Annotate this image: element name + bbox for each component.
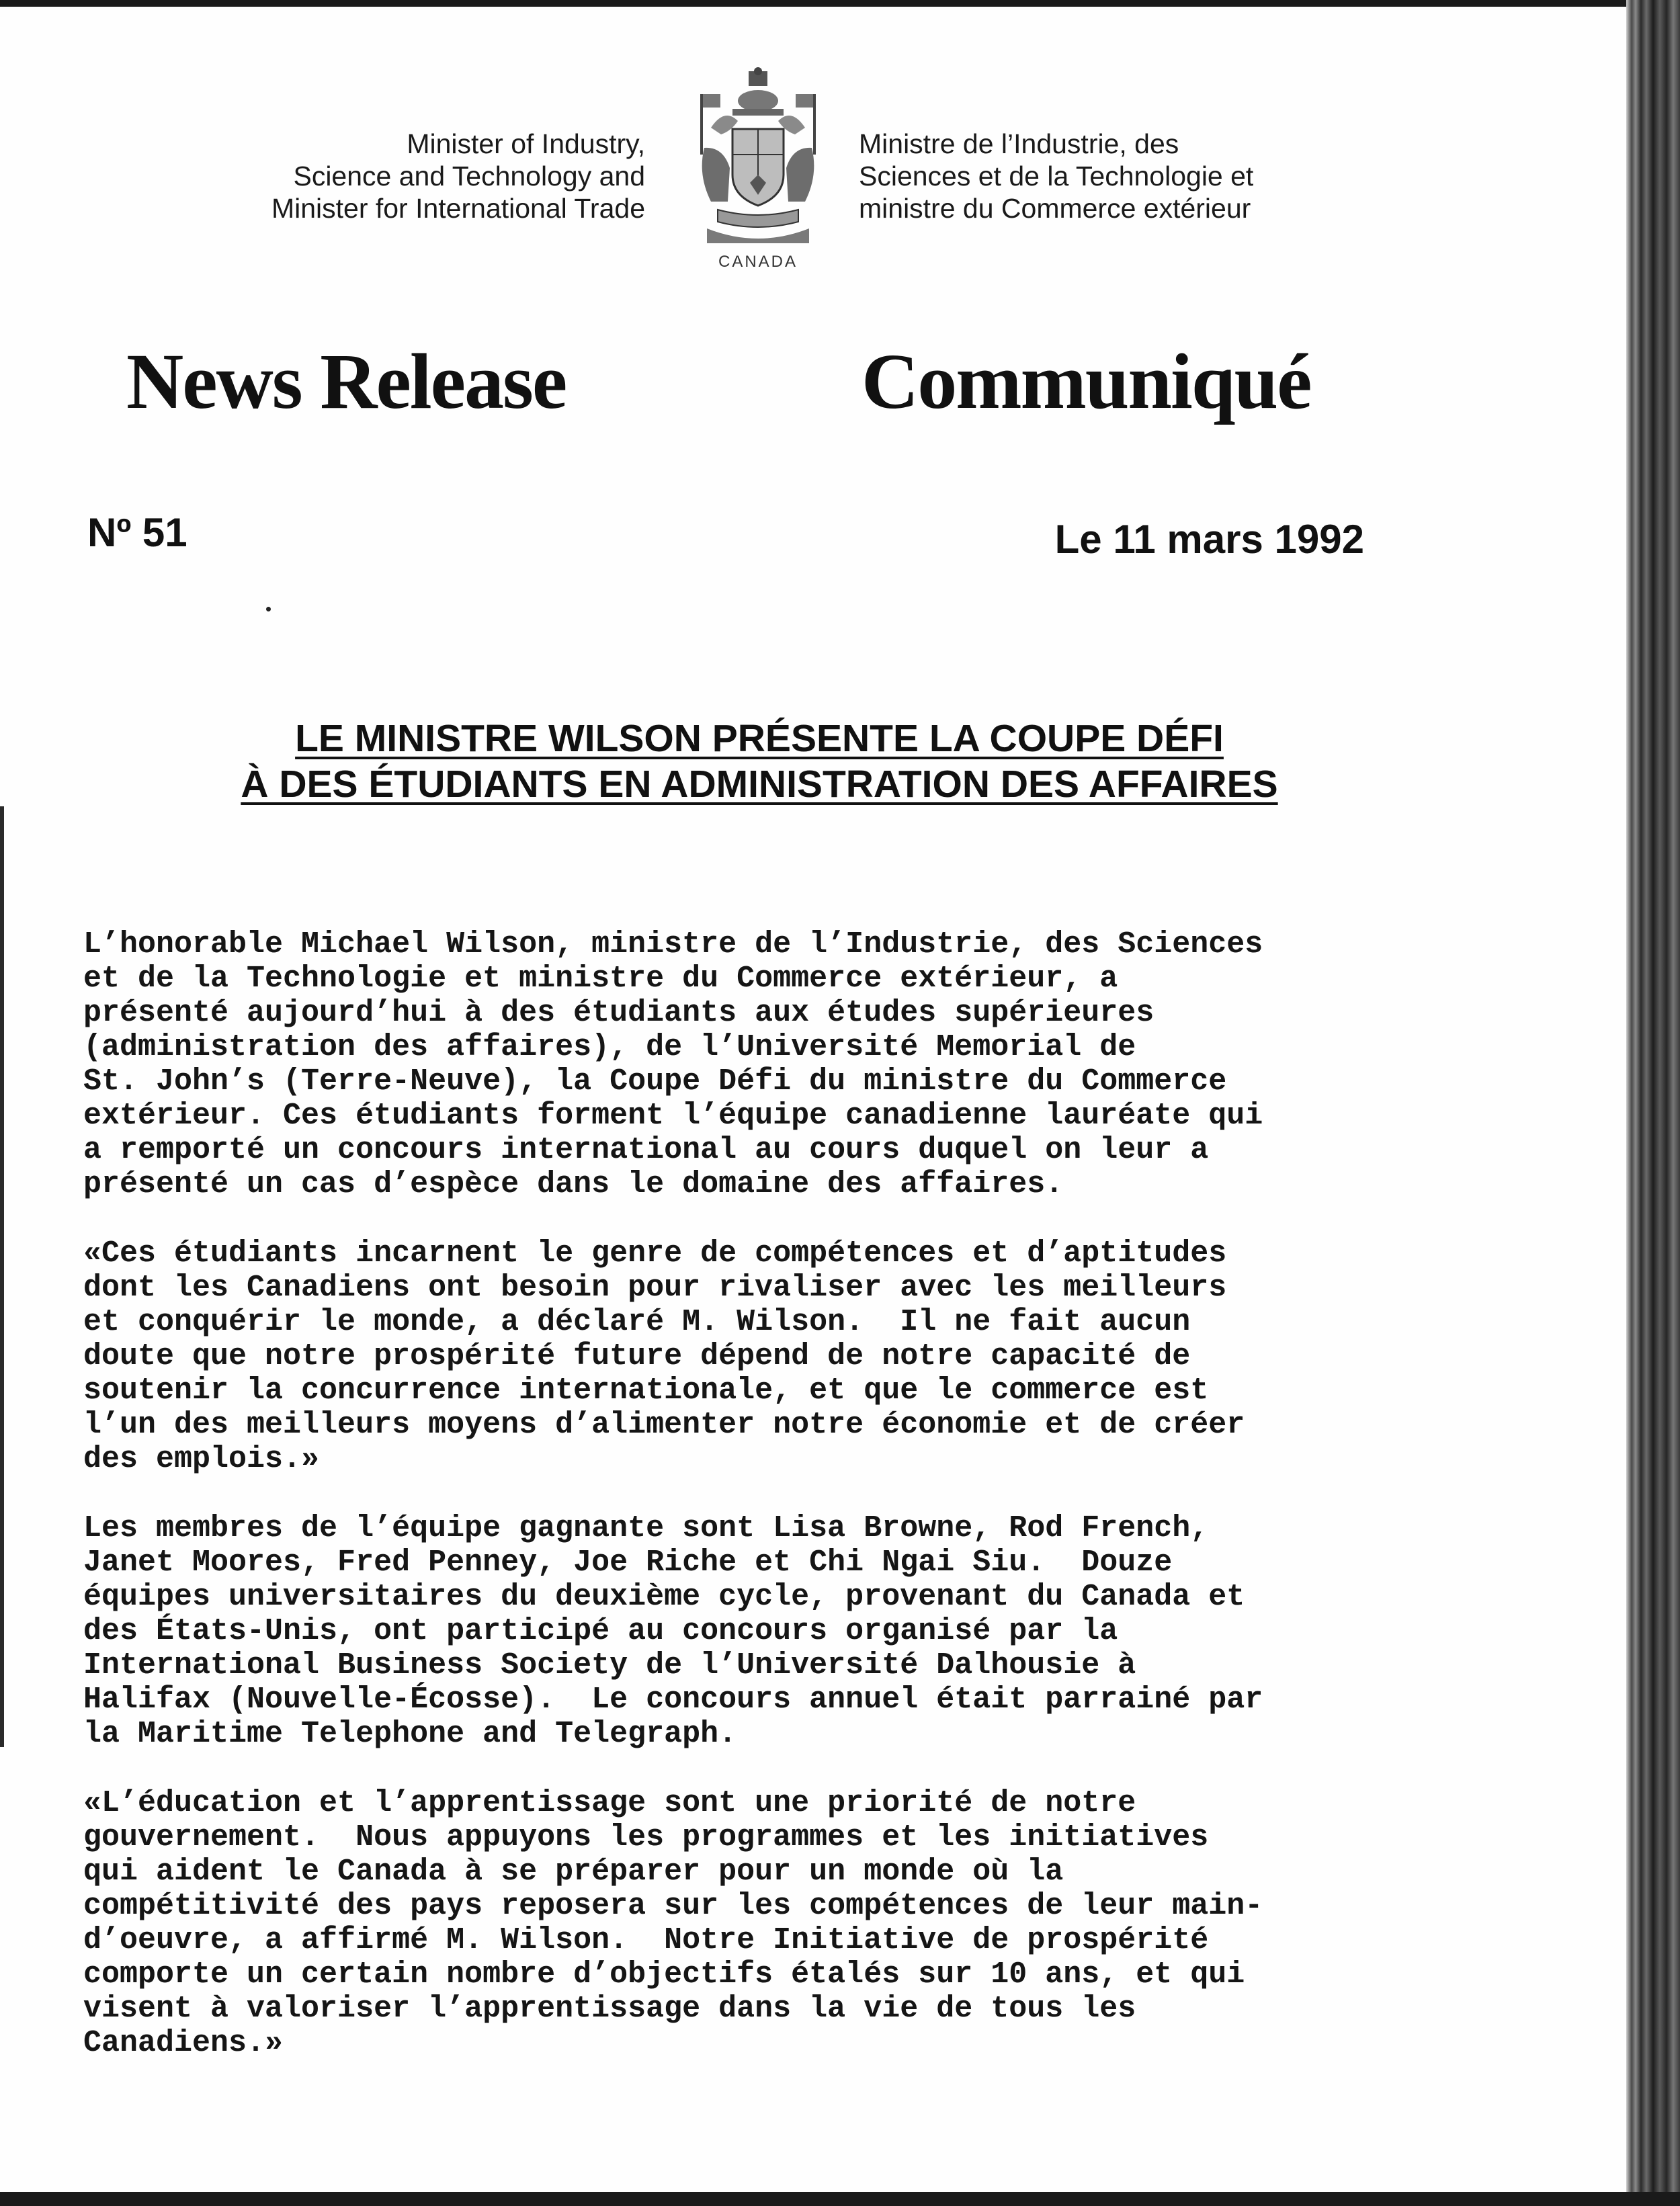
- text-line: et conquérir le monde, a déclaré M. Wilson. Il ne fait aucun: [83, 1305, 1191, 1339]
- text-line: St. John’s (Terre-Neuve), la Coupe Défi du ministre du Commerce: [83, 1064, 1227, 1099]
- coat-of-arms-icon: [691, 67, 825, 249]
- ministry-fr-line: ministre du Commerce extérieur: [859, 193, 1251, 224]
- ministry-fr-line: Sciences et de la Technologie et: [859, 161, 1254, 192]
- text-line: soutenir la concurrence internationale, et que le commerce est: [83, 1373, 1209, 1408]
- ministry-en-line: Science and Technology and: [293, 161, 645, 192]
- text-line: International Business Society de l’Université Dalhousie à: [83, 1648, 1136, 1683]
- headline-line: LE MINISTRE WILSON PRÉSENTE LA COUPE DÉFI: [295, 717, 1224, 760]
- text-line: qui aident le Canada à se préparer pour un monde où la: [83, 1855, 1064, 1889]
- paragraph-4: [83, 1786, 1468, 2060]
- headline-line: À DES ÉTUDIANTS EN ADMINISTRATION DES AFFAIRES: [241, 763, 1278, 806]
- book-binding-edge: [1626, 0, 1680, 2206]
- text-line: des États-Unis, ont participé au concours organisé par la: [83, 1614, 1118, 1648]
- headline: [87, 716, 1431, 807]
- text-line: et de la Technologie et ministre du Commerce extérieur, a: [83, 962, 1118, 996]
- text-line: L’honorable Michael Wilson, ministre de l’Industrie, des Sciences: [83, 927, 1263, 962]
- text-line: Halifax (Nouvelle-Écosse). Le concours annuel était parrainé par: [83, 1683, 1263, 1717]
- text-line: comporte un certain nombre d’objectifs étalés sur 10 ans, et qui: [83, 1957, 1245, 1992]
- title-news-release: News Release: [126, 337, 566, 425]
- text-line: «L’éducation et l’apprentissage sont une priorité de notre: [83, 1786, 1136, 1820]
- text-line: l’un des meilleurs moyens d’alimenter notre économie et de créer: [83, 1408, 1245, 1442]
- text-line: compétitivité des pays reposera sur les compétences de leur main-: [83, 1889, 1263, 1923]
- text-line: (administration des affaires), de l’Université Memorial de: [83, 1030, 1136, 1064]
- ministry-name-english: [175, 128, 645, 224]
- text-line: dont les Canadiens ont besoin pour rivaliser avec les meilleurs: [83, 1271, 1227, 1305]
- scan-speck: [266, 607, 271, 611]
- text-line: Les membres de l’équipe gagnante sont Lisa Browne, Rod French,: [83, 1511, 1209, 1545]
- release-number: Nº 51: [87, 510, 187, 555]
- text-line: la Maritime Telephone and Telegraph.: [83, 1717, 737, 1751]
- country-label: CANADA: [718, 253, 798, 271]
- text-line: équipes universitaires du deuxième cycle, provenant du Canada et: [83, 1580, 1245, 1614]
- ministry-en-line: Minister of Industry,: [407, 128, 645, 159]
- text-line: extérieur. Ces étudiants forment l’équipe canadienne lauréate qui: [83, 1099, 1263, 1133]
- ministry-name-french: [859, 128, 1370, 224]
- text-line: d’oeuvre, a affirmé M. Wilson. Notre Initiative de prospérité: [83, 1923, 1209, 1957]
- scan-bottom-edge: [0, 2192, 1680, 2206]
- paragraph-2: [83, 1236, 1468, 1476]
- scan-top-edge: [0, 0, 1680, 7]
- text-line: «Ces étudiants incarnent le genre de compétences et d’aptitudes: [83, 1236, 1227, 1271]
- text-line: des emplois.»: [83, 1442, 320, 1476]
- text-line: présenté aujourd’hui à des étudiants aux études supérieures: [83, 996, 1154, 1030]
- text-line: gouvernement. Nous appuyons les programmes et les initiatives: [83, 1820, 1209, 1855]
- paragraph-3: [83, 1511, 1468, 1751]
- title-communique: Communiqué: [862, 337, 1311, 425]
- scan-left-edge: [0, 806, 4, 1747]
- body-text: [83, 927, 1468, 2095]
- release-date: Le 11 mars 1992: [1054, 517, 1364, 562]
- text-line: Janet Moores, Fred Penney, Joe Riche et Chi Ngai Siu. Douze: [83, 1545, 1173, 1580]
- text-line: Canadiens.»: [83, 2026, 284, 2060]
- text-line: visent à valoriser l’apprentissage dans la vie de tous les: [83, 1992, 1136, 2026]
- text-line: a remporté un concours international au cours duquel on leur a: [83, 1133, 1209, 1167]
- paragraph-1: [83, 927, 1468, 1201]
- text-line: présenté un cas d’espèce dans le domaine des affaires.: [83, 1167, 1064, 1201]
- ministry-en-line: Minister for International Trade: [271, 193, 645, 224]
- ministry-fr-line: Ministre de l’Industrie, des: [859, 128, 1179, 159]
- text-line: doute que notre prospérité future dépend de notre capacité de: [83, 1339, 1191, 1373]
